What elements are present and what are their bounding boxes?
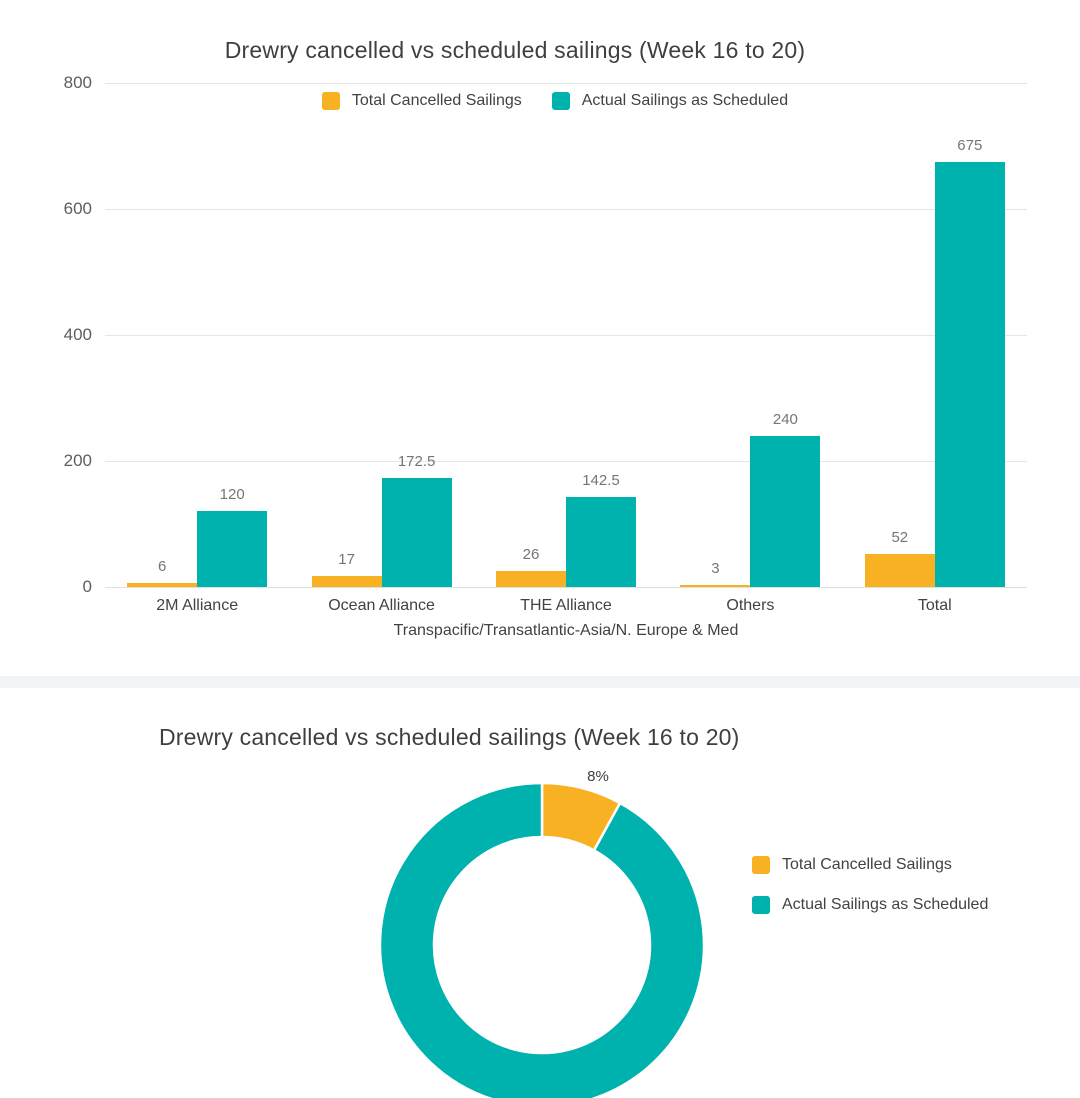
bar-chart-legend (15, 92, 1080, 110)
bar-value-label: 52 (891, 529, 909, 547)
section-divider (0, 676, 1080, 688)
y-tick-400: 400 (63, 325, 92, 344)
bar-value-label: 26 (522, 545, 540, 563)
bar-total-cancelled-sailings-the-alliance[interactable] (496, 571, 566, 587)
bar-value-label: 3 (711, 560, 720, 577)
bar-value-label: 675 (957, 136, 983, 154)
category-label-2m-alliance: 2M Alliance (156, 597, 239, 614)
legend-item-total-cancelled-sailings[interactable] (752, 856, 988, 874)
bar-value-label: 120 (219, 486, 245, 504)
bar-actual-sailings-as-scheduled-2m-alliance[interactable] (197, 511, 267, 587)
legend-item-actual-sailings-as-scheduled[interactable] (752, 896, 988, 914)
legend-swatch-actual-sailings-as-scheduled (752, 896, 770, 914)
legend-item-actual-sailings-as-scheduled[interactable] (552, 92, 788, 110)
bar-chart-title: Drewry cancelled vs scheduled sailings (Week 16 to 20) (224, 37, 806, 63)
y-tick-600: 600 (63, 199, 92, 218)
gridline-600 (105, 209, 1027, 210)
donut-slice-actual-sailings-as-scheduled[interactable] (380, 783, 704, 1098)
legend-label: Total Cancelled Sailings (782, 856, 952, 873)
legend-label: Total Cancelled Sailings (351, 92, 522, 109)
bar-value-label: 142.5 (582, 472, 620, 490)
category-label-total: Total (917, 597, 952, 614)
legend-swatch-actual-sailings-as-scheduled (552, 92, 570, 110)
x-axis-title: Transpacific/Transatlantic-Asia/N. Europe & Med (393, 622, 739, 639)
category-label-ocean-alliance: Ocean Alliance (328, 597, 435, 614)
bar-actual-sailings-as-scheduled-total[interactable] (935, 162, 1005, 587)
bar-actual-sailings-as-scheduled-others[interactable] (750, 436, 820, 587)
x-axis-line (105, 587, 1027, 588)
legend-swatch-total-cancelled-sailings (752, 856, 770, 874)
bar-value-label: 6 (158, 558, 167, 576)
legend-item-total-cancelled-sailings[interactable] (322, 92, 522, 110)
gridline-200 (105, 461, 1027, 462)
bar-value-label: 17 (338, 551, 355, 569)
donut-slice-label: 8% (587, 768, 609, 785)
y-tick-0: 0 (82, 577, 92, 596)
category-label-the-alliance: THE Alliance (520, 597, 612, 614)
bar-value-label: 172.5 (397, 453, 436, 471)
donut-chart (376, 779, 708, 1098)
bar-total-cancelled-sailings-2m-alliance[interactable] (127, 583, 197, 587)
bar-value-label: 240 (772, 410, 798, 428)
y-tick-200: 200 (63, 451, 92, 470)
bar-total-cancelled-sailings-ocean-alliance[interactable] (312, 576, 382, 587)
donut-chart-title: Drewry cancelled vs scheduled sailings (Week 16 to 20) (159, 724, 740, 750)
bar-actual-sailings-as-scheduled-the-alliance[interactable] (566, 497, 636, 587)
legend-swatch-total-cancelled-sailings (322, 92, 340, 110)
donut-chart-legend (752, 856, 988, 936)
bar-total-cancelled-sailings-total[interactable] (865, 554, 935, 587)
bar-actual-sailings-as-scheduled-ocean-alliance[interactable] (382, 478, 452, 587)
legend-label: Actual Sailings as Scheduled (782, 896, 989, 913)
gridline-800 (105, 83, 1027, 84)
bar-total-cancelled-sailings-others[interactable] (680, 585, 750, 587)
gridline-400 (105, 335, 1027, 336)
legend-label: Actual Sailings as Scheduled (581, 92, 789, 109)
y-tick-800: 800 (63, 73, 92, 92)
category-label-others: Others (726, 597, 775, 614)
